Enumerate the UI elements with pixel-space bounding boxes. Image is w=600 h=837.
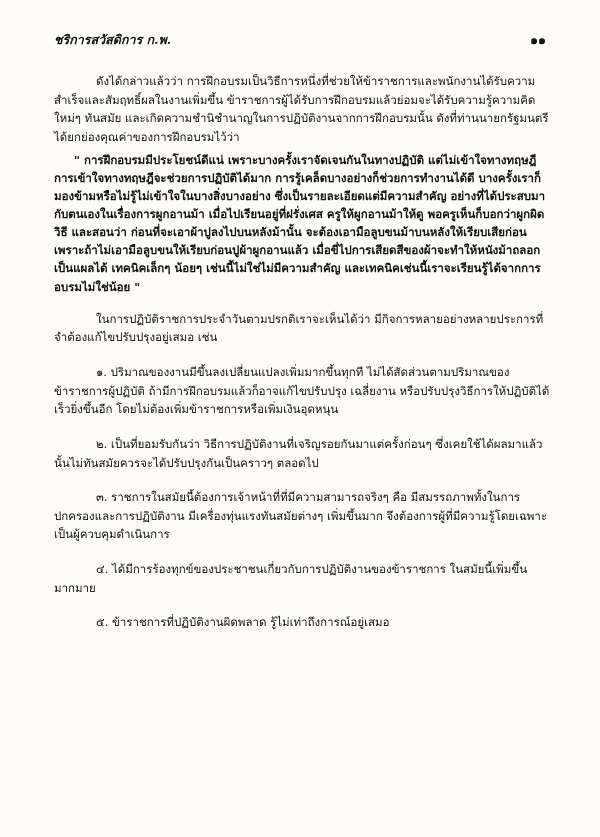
page-number: ๑๑ <box>530 32 546 47</box>
list-item: ๓. ราชการในสมัยนี้ต้องการเจ้าหน้าที่ที่มีความสามารถจริงๆ คือ มีสมรรถภาพทั้งในการปกครองและการปฏิบัติงาน มีเครื่องทุ่นแรงทันสมัยต่างๆ เพิ่มขึ้นมาก จึงต้องการผู้ที่มีความรู้โดยเฉพาะเป็นผู้ควบคุมดำเนินการ <box>54 490 548 542</box>
list-item: ๑. ปริมาณของงานมีขึ้นลงเปลี่ยนแปลงเพิ่มมากขึ้นทุกที ไม่ได้สัดส่วนตามปริมาณของข้าราชการผู้ปฏิบัติ ถ้ามีการฝึกอบรมแล้วก็อาจแก้ไขปรับปรุง เฉลี่ยงาน หรือปรับปรุงวิธีการให้ปฏิบัติได้เร็วยิ่งขึ้นอีก โดยไม่ต้องเพิ่มข้าราชการหรือเพิ่มเงินอุดหนุน <box>54 365 550 417</box>
header-publication-title: ชริการสวัสดิการ ก.พ. <box>54 32 172 47</box>
block-quote: " การฝึกอบรมมีประโยชน์ดีแน่ เพราะบางครั้งเราจัดเจนกันในทางปฏิบัติ แต่ไม่เข้าใจทางทฤษฎี การเข้าใจทางทฤษฎีจะช่วยการปฏิบัติได้มาก การรู้เคล็ดบางอย่างก็ช่วยการทำงานได้ดี บางครั้งเราก็มองข้ามหรือไม่รู้ไม่เข้าใจในบางสิ่งบางอย่าง ซึ่งเป็นรายละเอียดแต่มีความสำคัญ อย่างที่ได้ประสบมากับตนเองในเรื่องการผูกอานม้า เมื่อไปเรียนอยู่ที่ฝรั่งเศส ครูให้ผูกอานม้าให้ดู พอครูเห็นก็บอกว่าผูกผิดวิธี และสอนว่า ก่อนที่จะเอาผ้าปูลงไปบนหลังม้านั้น จะต้องเอามือลูบขนม้าบนหลังให้เรียบเสียก่อน เพราะถ้าไม่เอามือลูบขนให้เรียบก่อนปูผ้าผูกอานแล้ว เมื่อขี่ไปการเสียดสีของผ้าจะทำให้หนังม้าถลอกเป็นแผลได้ เทคนิคเล็กๆ น้อยๆ เช่นนี้ไม่ใช่ไม่มีความสำคัญ และเทคนิคเช่นนี้เราจะเรียนรู้ได้จากการอบรมไม่ใช่น้อย " <box>54 152 546 294</box>
paragraph-intro: ดังได้กล่าวแล้วว่า การฝึกอบรมเป็นวิธีการหนึ่งที่ช่วยให้ข้าราชการและพนักงานได้รับความสำเร็จและสัมฤทธิ์ผลในงานเพิ่มขึ้น ข้าราชการผู้ได้รับการฝึกอบรมแล้วย่อมจะได้รับความรู้ความคิดใหม่ๆ ทันสมัย และเกิดความชำนิชำนาญในการปฏิบัติงานจากการฝึกอบรมนั้น ดังที่ท่านนายกรัฐมนตรีได้ยกย่องคุณค่าของการฝึกอบรมไว้ว่า <box>54 74 549 144</box>
running-header <box>54 30 546 50</box>
list-item: ๒. เป็นที่ยอมรับกันว่า วิธีการปฏิบัติงานที่เจริญรอยกันมาแต่ครั้งก่อนๆ ซึ่งเคยใช้ได้ผลมาแล้วนั้นไม่ทันสมัยควรจะได้ปรับปรุงกันเป็นคราวๆ ตลอดไป <box>54 436 543 470</box>
body-text <box>54 72 554 632</box>
list-item: ๕. ข้าราชการที่ปฏิบัติงานผิดพลาด รู้ไม่เท่าถึงการณ์อยู่เสมอ <box>96 615 390 630</box>
paragraph-routine-work: ในการปฏิบัติราชการประจำวันตามปรกติเราจะเห็นได้ว่า มีกิจการหลายอย่างหลายประการที่จำต้องแก้ไขปรับปรุงอยู่เสมอ เช่น <box>54 311 544 345</box>
list-item: ๔. ได้มีการร้องทุกข์ของประชาชนเกี่ยวกับการปฏิบัติงานของข้าราชการ ในสมัยนี้เพิ่มขึ้นมากมาย <box>54 562 528 595</box>
